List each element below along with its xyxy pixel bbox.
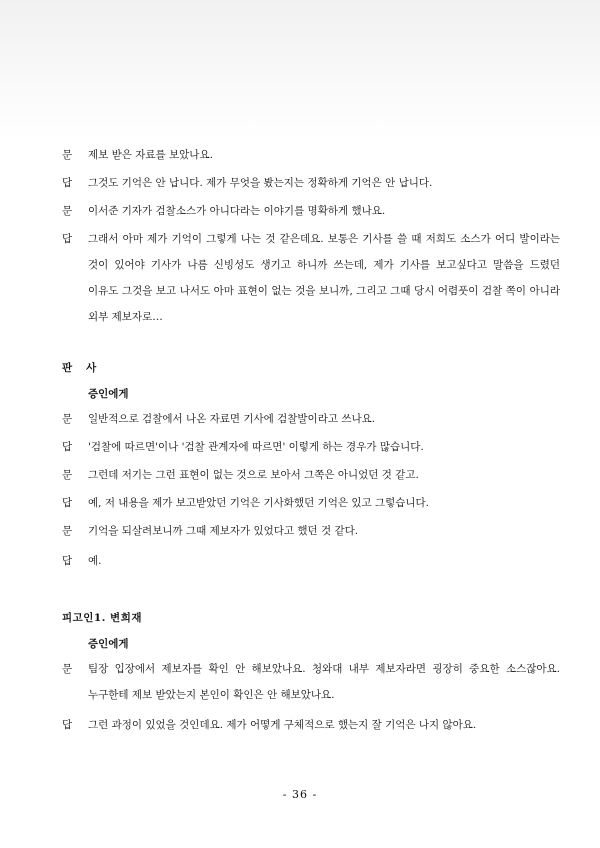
qa-item bbox=[62, 142, 562, 168]
qa-label: 답 bbox=[62, 719, 73, 731]
qa-item bbox=[62, 490, 562, 516]
qa-label: 답 bbox=[62, 441, 73, 453]
speaker-heading-judge: 판사 bbox=[62, 362, 111, 374]
qa-item bbox=[62, 170, 562, 196]
qa-item bbox=[62, 226, 562, 330]
qa-item bbox=[62, 656, 562, 708]
qa-label: 문 bbox=[62, 149, 73, 161]
qa-item bbox=[62, 712, 562, 738]
qa-label: 문 bbox=[62, 205, 73, 217]
qa-text: 일반적으로 검찰에서 나온 자료면 기사에 검찰발이라고 쓰나요. bbox=[88, 413, 376, 425]
qa-text: 기억을 되살려보니까 그때 제보자가 있었다고 했던 것 같다. bbox=[88, 525, 359, 537]
qa-text: '검찰에 따르면'이나 '검찰 관계자에 따르면' 이렇게 하는 경우가 많습니다. bbox=[88, 441, 424, 453]
qa-item bbox=[62, 548, 562, 574]
qa-text: 그런데 저기는 그런 표현이 없는 것으로 보아서 그쪽은 아니었던 것 같고. bbox=[88, 469, 419, 481]
qa-label: 문 bbox=[62, 469, 73, 481]
qa-text: 그것도 기억은 안 납니다. 제가 무엇을 봤는지는 정확하게 기억은 안 납니다. bbox=[88, 177, 433, 189]
qa-item bbox=[62, 518, 562, 544]
page-number: - 36 - bbox=[282, 788, 318, 801]
qa-label: 답 bbox=[62, 233, 73, 245]
qa-text: 그래서 아마 제가 기억이 그렇게 나는 것 같은데요. 보통은 기사를 쓸 때 저희도 소스가 어디 발이라는 것이 있어야 기사가 나름 신빙성도 생기고 하니까 쓰는데, 제가 기사를 보고싶다고 말씀을 드렸던 이유도 그것을 보고 나서도 아마 표현이 없는 것을 보니까, 그리고 그때 당시 어렴풋이 검찰 쪽이 아니라 외부 제보자로… bbox=[88, 233, 560, 323]
qa-item bbox=[62, 198, 562, 224]
qa-text: 이서준 기자가 검찰소스가 아니다라는 이야기를 명확하게 했나요. bbox=[88, 205, 386, 217]
qa-label: 답 bbox=[62, 555, 73, 567]
qa-text: 예. bbox=[88, 555, 102, 567]
qa-text: 제보 받은 자료를 보았나요. bbox=[88, 149, 213, 161]
qa-text: 예, 저 내용을 제가 보고받았던 기억은 기사화했던 기억은 있고 그렇습니다. bbox=[88, 497, 430, 509]
speaker-subheading: 증인에게 bbox=[88, 638, 129, 650]
speaker-heading-defendant: 피고인1. 변희재 bbox=[62, 612, 142, 624]
qa-label: 답 bbox=[62, 497, 73, 509]
qa-label: 문 bbox=[62, 413, 73, 425]
qa-text: 팀장 입장에서 제보자를 확인 안 해보았나요. 청와대 내부 제보자라면 굉장히 중요한 소스잖아요. 누구한테 제보 받았는지 본인이 확인은 안 해보았나요. bbox=[88, 663, 560, 701]
qa-label: 문 bbox=[62, 525, 73, 537]
speaker-subheading: 증인에게 bbox=[88, 388, 129, 400]
qa-label: 문 bbox=[62, 663, 73, 675]
qa-text: 그런 과정이 있었을 것인데요. 제가 어떻게 구체적으로 했는지 잘 기억은 나지 않아요. bbox=[88, 719, 477, 731]
qa-label: 답 bbox=[62, 177, 73, 189]
qa-item bbox=[62, 462, 562, 488]
qa-item bbox=[62, 406, 562, 432]
qa-item bbox=[62, 434, 562, 460]
